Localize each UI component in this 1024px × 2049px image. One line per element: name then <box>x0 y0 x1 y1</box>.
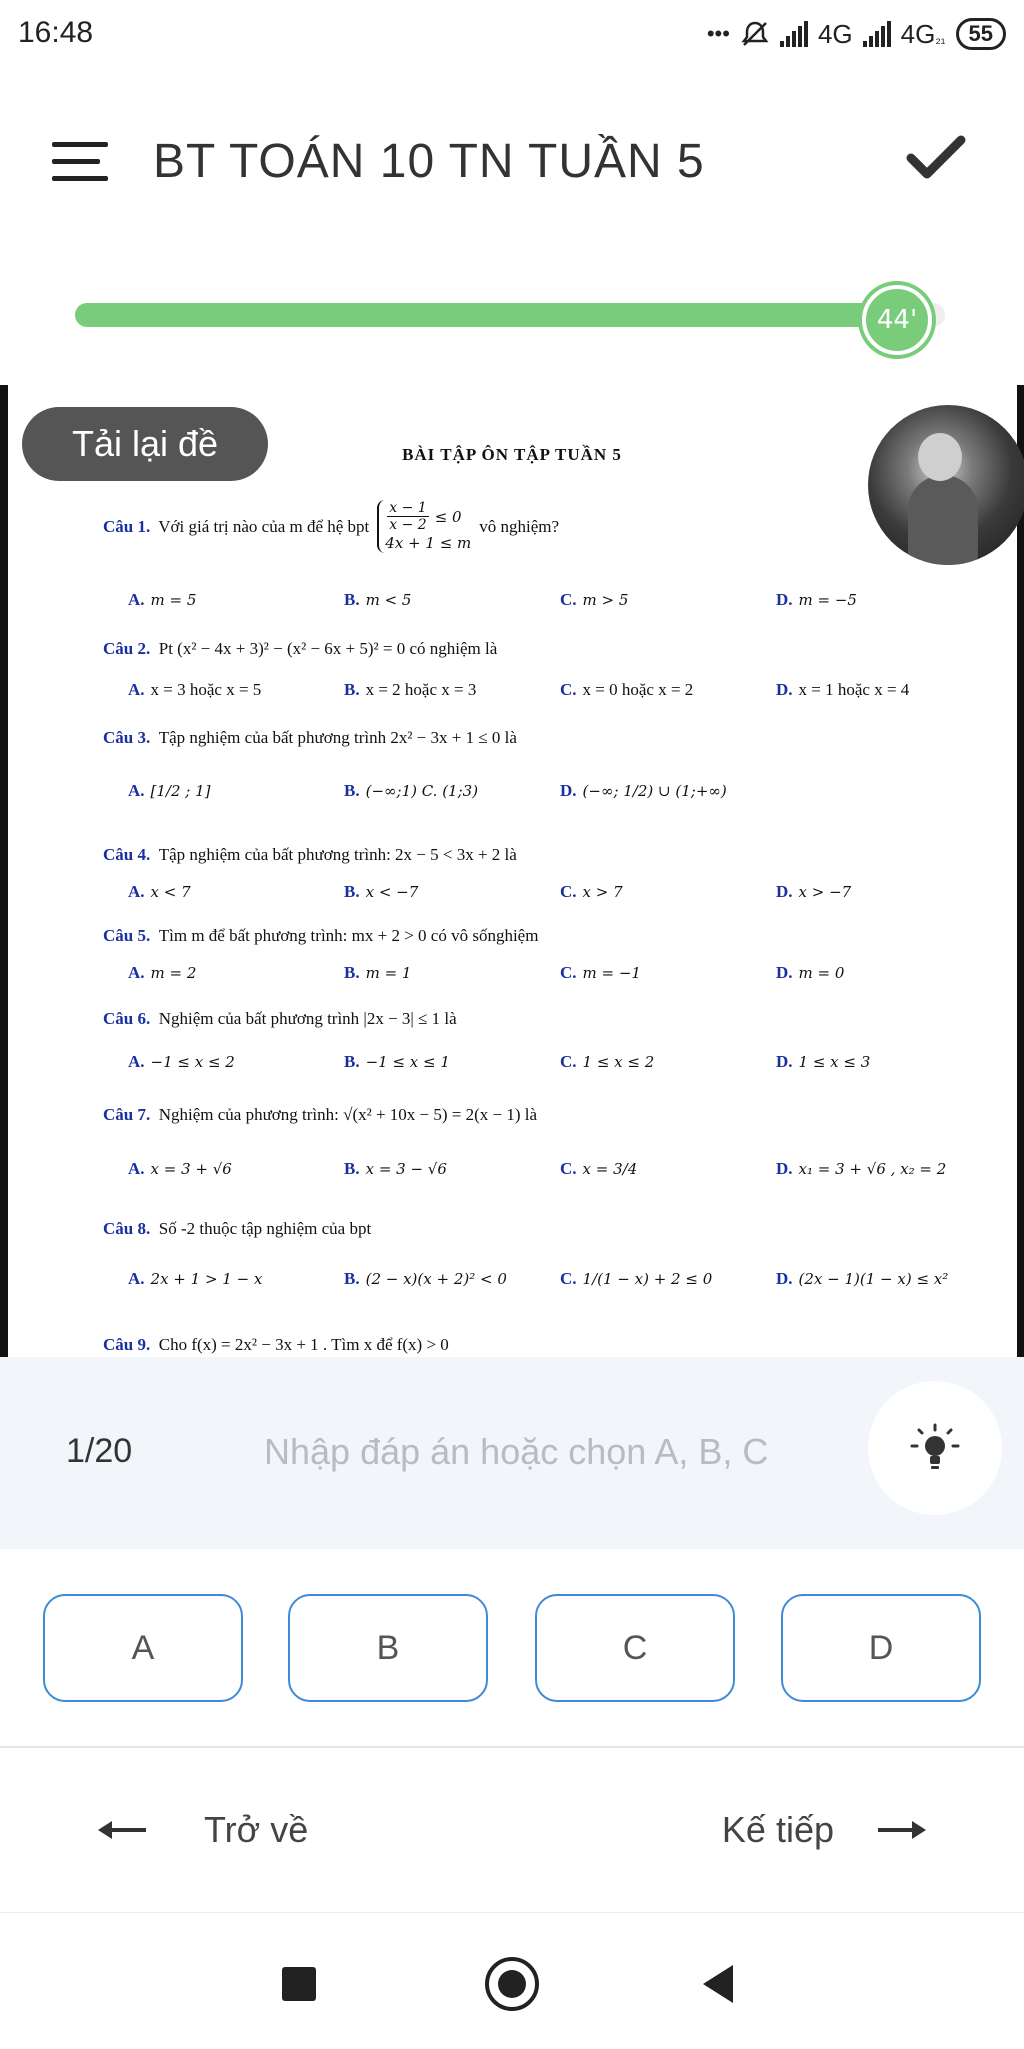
choice-b-button[interactable]: B <box>288 1594 488 1702</box>
next-button[interactable] <box>722 1800 928 1860</box>
option: B. −1 ≤ x ≤ 1 <box>344 1052 450 1071</box>
option: A. m = 2 <box>128 963 197 982</box>
network-label-1: 4G <box>817 18 853 49</box>
hint-button[interactable] <box>868 1381 1002 1515</box>
status-bar <box>0 0 1024 72</box>
back-nav-icon[interactable] <box>703 1965 733 2003</box>
network-label-2: 4G₂₁ <box>900 18 946 49</box>
option: C. 1/(1 − x) + 2 ≤ 0 <box>560 1269 713 1288</box>
system-nav-bar <box>0 1912 1024 2049</box>
option: D. m = 0 <box>776 963 845 982</box>
question-counter: 1/20 <box>66 1432 133 1470</box>
option: B. (2 − x)(x + 2)² < 0 <box>344 1269 507 1288</box>
document-title: BÀI TẬP ÔN TẬP TUẦN 5 <box>402 445 622 464</box>
option: A. 2x + 1 > 1 − x <box>128 1269 263 1288</box>
arrow-left-icon <box>96 1818 148 1842</box>
option: D. m = −5 <box>776 590 857 609</box>
option: C. 1 ≤ x ≤ 2 <box>560 1052 655 1071</box>
document-left-border <box>0 385 8 1357</box>
back-button[interactable] <box>96 1800 308 1860</box>
status-time: 16:48 <box>18 16 94 49</box>
question-document[interactable] <box>0 385 1024 1357</box>
timer-badge: 44' <box>862 285 932 355</box>
question-8: Câu 8. Số -2 thuộc tập nghiệm của bpt <box>103 1219 372 1238</box>
option: A. x = 3 + √6 <box>128 1159 232 1178</box>
answer-bar <box>0 1357 1024 1549</box>
battery-icon: 55 <box>956 18 1006 50</box>
choice-a-button[interactable]: A <box>43 1594 243 1702</box>
option: C. m > 5 <box>560 590 629 609</box>
home-icon[interactable] <box>485 1957 539 2011</box>
answer-input[interactable] <box>262 1429 826 1475</box>
recent-apps-icon[interactable] <box>282 1967 316 2001</box>
progress-bar <box>75 303 945 327</box>
lightbulb-icon <box>907 1420 963 1476</box>
status-icons <box>707 14 1006 54</box>
option: C. x = 0 hoặc x = 2 <box>560 680 694 699</box>
next-label: Kế tiếp <box>721 1809 834 1850</box>
question-1: Câu 1. Với giá trị nào của m để hệ bpt $\frac{x - 1}{x - 2}$ ≤ 0 4x + 1 ≤ m vô nghiệm? <box>103 500 560 552</box>
option: C. x = 3/4 <box>560 1159 638 1178</box>
option: B. x < −7 <box>344 882 419 901</box>
question-5: Câu 5. Tìm m để bất phương trình: mx + 2 > 0 có vô sốnghiệm <box>103 926 539 945</box>
choice-c-button[interactable]: C <box>535 1594 735 1702</box>
option: A. x = 3 hoặc x = 5 <box>128 680 262 699</box>
question-9: Câu 9. Cho f(x) = 2x² − 3x + 1 . Tìm x để f(x) > 0 <box>103 1335 449 1354</box>
reload-button[interactable]: Tải lại đề <box>22 407 268 481</box>
option: B. (−∞;1) C. (1;3) <box>344 781 479 800</box>
option: D. (−∞; 1/2) ∪ (1;+∞) <box>560 781 727 800</box>
option: A. −1 ≤ x ≤ 2 <box>128 1052 235 1071</box>
option: A. m = 5 <box>128 590 197 609</box>
app-header <box>0 72 1024 252</box>
signal-icon-2 <box>863 21 891 47</box>
signal-icon <box>780 21 808 47</box>
question-7: Câu 7. Nghiệm của phương trình: √(x² + 10x − 5) = 2(x − 1) là <box>103 1105 538 1124</box>
choice-d-button[interactable]: D <box>781 1594 981 1702</box>
arrow-right-icon <box>876 1818 928 1842</box>
checkmark-icon[interactable] <box>905 132 967 182</box>
question-6: Câu 6. Nghiệm của bất phương trình |2x − 3| ≤ 1 là <box>103 1009 457 1028</box>
page-title: BT TOÁN 10 TN TUẦN 5 <box>153 135 705 188</box>
back-label: Trở về <box>204 1809 309 1850</box>
document-right-border <box>1017 385 1024 1357</box>
progress-fill <box>75 303 884 327</box>
option: B. m < 5 <box>344 590 412 609</box>
option: A. [1/2 ; 1] <box>128 781 211 800</box>
option: D. x = 1 hoặc x = 4 <box>776 680 910 699</box>
question-3: Câu 3. Tập nghiệm của bất phương trình 2x² − 3x + 1 ≤ 0 là <box>103 728 517 747</box>
question-2: Câu 2. Pt (x² − 4x + 3)² − (x² − 6x + 5)² = 0 có nghiệm là <box>103 639 498 658</box>
divider <box>0 1746 1024 1748</box>
avatar[interactable] <box>868 405 1024 565</box>
question-4: Câu 4. Tập nghiệm của bất phương trình: 2x − 5 < 3x + 2 là <box>103 845 517 864</box>
mute-alarm-icon <box>740 19 770 49</box>
option: A. x < 7 <box>128 882 191 901</box>
option: C. m = −1 <box>560 963 641 982</box>
option: D. x₁ = 3 + √6 , x₂ = 2 <box>776 1159 947 1178</box>
status-dots: ••• <box>706 21 730 46</box>
option: D. 1 ≤ x ≤ 3 <box>776 1052 871 1071</box>
option: B. x = 3 − √6 <box>344 1159 447 1178</box>
option: B. x = 2 hoặc x = 3 <box>344 680 477 699</box>
option: B. m = 1 <box>344 963 412 982</box>
option: C. x > 7 <box>560 882 623 901</box>
option: D. (2x − 1)(1 − x) ≤ x² <box>776 1269 949 1288</box>
inequality-system: $\frac{x - 1}{x - 2}$ ≤ 0 4x + 1 ≤ m <box>377 500 471 553</box>
option: D. x > −7 <box>776 882 852 901</box>
hamburger-icon[interactable] <box>52 142 108 182</box>
